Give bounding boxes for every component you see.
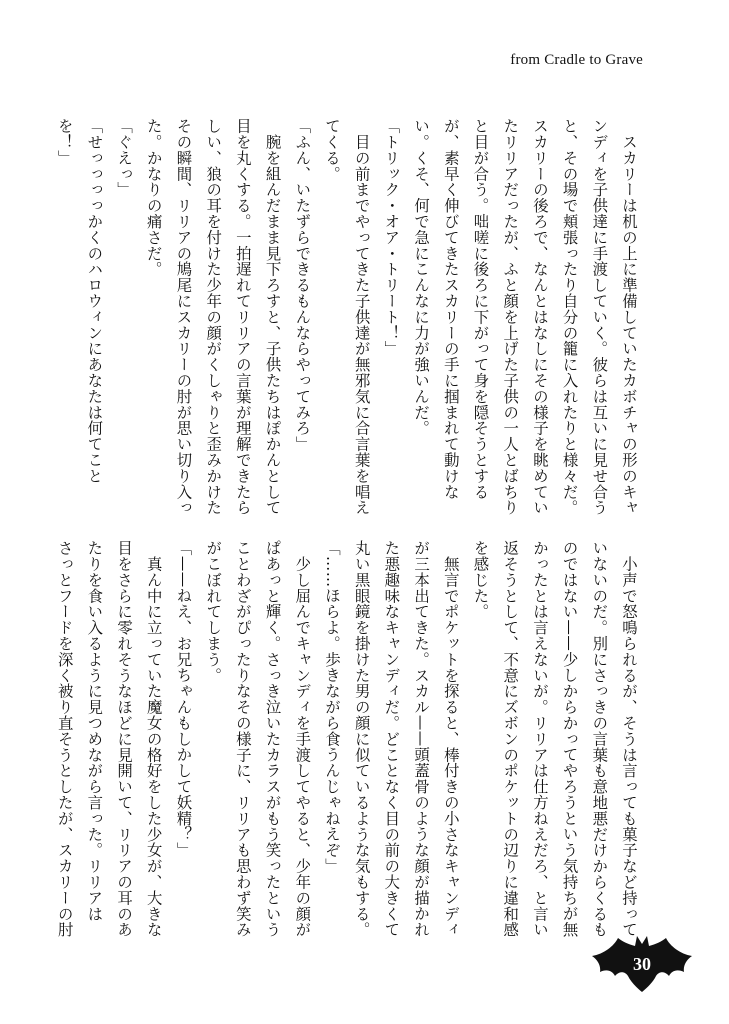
text-line: が、素早く伸びてきたスカリーの手に掴まれて動けな — [441, 118, 460, 500]
text-line: いないのだ。別にさっきの言葉も意地悪だけからくるも — [590, 540, 609, 938]
text-line: たリリアだったが、ふと顔を上げた子供の一人とばちり — [501, 118, 520, 516]
text-line: 「せっっっっかくのハロウィンにあなたは何てこと — [85, 118, 104, 484]
text-line: と、その場で頬張ったり自分の籠に入れたりと様々だ。 — [560, 118, 579, 516]
text-line: た。かなりの痛さだ。 — [144, 118, 163, 277]
text-line: スカリーは机の上に準備していたカボチャの形のキャ — [620, 118, 638, 516]
running-title: from Cradle to Grave — [510, 52, 643, 68]
text-line: がこぼれてしまう。 — [204, 540, 223, 684]
page-number: 30 — [633, 954, 651, 974]
text-line: と目が合う。咄嗟に後ろに下がって身を隠そうとする — [471, 118, 490, 500]
text-line: い。くそ、何で急にこんなに力が強いんだ。 — [412, 118, 431, 436]
text-line: を！」 — [55, 118, 74, 166]
text-line: 真ん中に立っていた魔女の格好をした少女が、大きな — [144, 540, 163, 938]
text-line: が三本出てきた。スカル——頭蓋骨のような顔が描かれ — [412, 540, 431, 938]
text-block-lower — [55, 540, 643, 938]
page-number-badge — [590, 932, 694, 994]
text-line: たりを食い入るように見つめながら言った。リリアは — [85, 540, 104, 922]
text-line: を感じた。 — [471, 540, 490, 620]
text-line: 目をさらに零れそうなほどに見開いて、リリアの耳のあ — [115, 540, 134, 938]
text-line: 目の前までやってきた子供達が無邪気に合言葉を唱え — [352, 118, 371, 516]
text-line: ンディを子供達に手渡していく。彼らは互いに見せ合う — [590, 118, 609, 516]
text-line: ぱあっと輝く。さっき泣いたカラスがもう笑ったという — [263, 540, 282, 938]
text-line: スカリーの後ろで、なんとはなしにその様子を眺めてい — [530, 118, 549, 516]
text-line: 丸い黒眼鏡を掛けた男の顔に似ているような気もする。 — [352, 540, 371, 938]
text-line: のではない——少しからかってやろうという気持ちが無 — [560, 540, 579, 938]
text-line: 「トリック・オア・トリート！」 — [382, 118, 401, 357]
text-line: 目を丸くする。一拍遅れてリリアの言葉が理解できたら — [233, 118, 252, 516]
text-line: かったとは言えないが。リリアは仕方ねえだろ、と言い — [530, 540, 549, 938]
text-line: 「ふん、いたずらできるもんならやってみろ」 — [293, 118, 312, 452]
text-block-upper — [55, 118, 643, 516]
text-line: さっとフードを深く被り直そうとしたが、スカリーの肘 — [55, 540, 74, 938]
text-line: 腕を組んだまま見下ろすと、子供たちはぽかんとして — [263, 118, 282, 516]
text-line: 「……ほらよ。歩きながら食うんじゃねえぞ」 — [322, 540, 341, 874]
text-line: 少し屈んでキャンディを手渡してやると、少年の顔が — [293, 540, 312, 938]
text-line: 「——ねえ、お兄ちゃんもしかして妖精？」 — [174, 540, 193, 858]
text-line: しい、狼の耳を付けた少年の顔がくしゃりと歪みかけた — [204, 118, 223, 516]
text-line: 「ぐえっ」 — [115, 118, 134, 198]
text-line: 無言でポケットを探ると、棒付きの小さなキャンディ — [441, 540, 460, 938]
text-line: てくる。 — [322, 118, 341, 182]
text-line: 返そうとして、不意にズボンのポケットの辺りに違和感 — [501, 540, 520, 938]
text-line: ことわざがぴったりなその様子に、リリアも思わず笑み — [233, 540, 252, 938]
text-line: その瞬間、リリアの鳩尾にスカリーの肘が思い切り入っ — [174, 118, 193, 516]
text-line: 小声で怒鳴られるが、そうは言っても菓子など持って — [620, 540, 638, 938]
text-line: た悪趣味なキャンディだ。どことなく目の前の大きくて — [382, 540, 401, 938]
